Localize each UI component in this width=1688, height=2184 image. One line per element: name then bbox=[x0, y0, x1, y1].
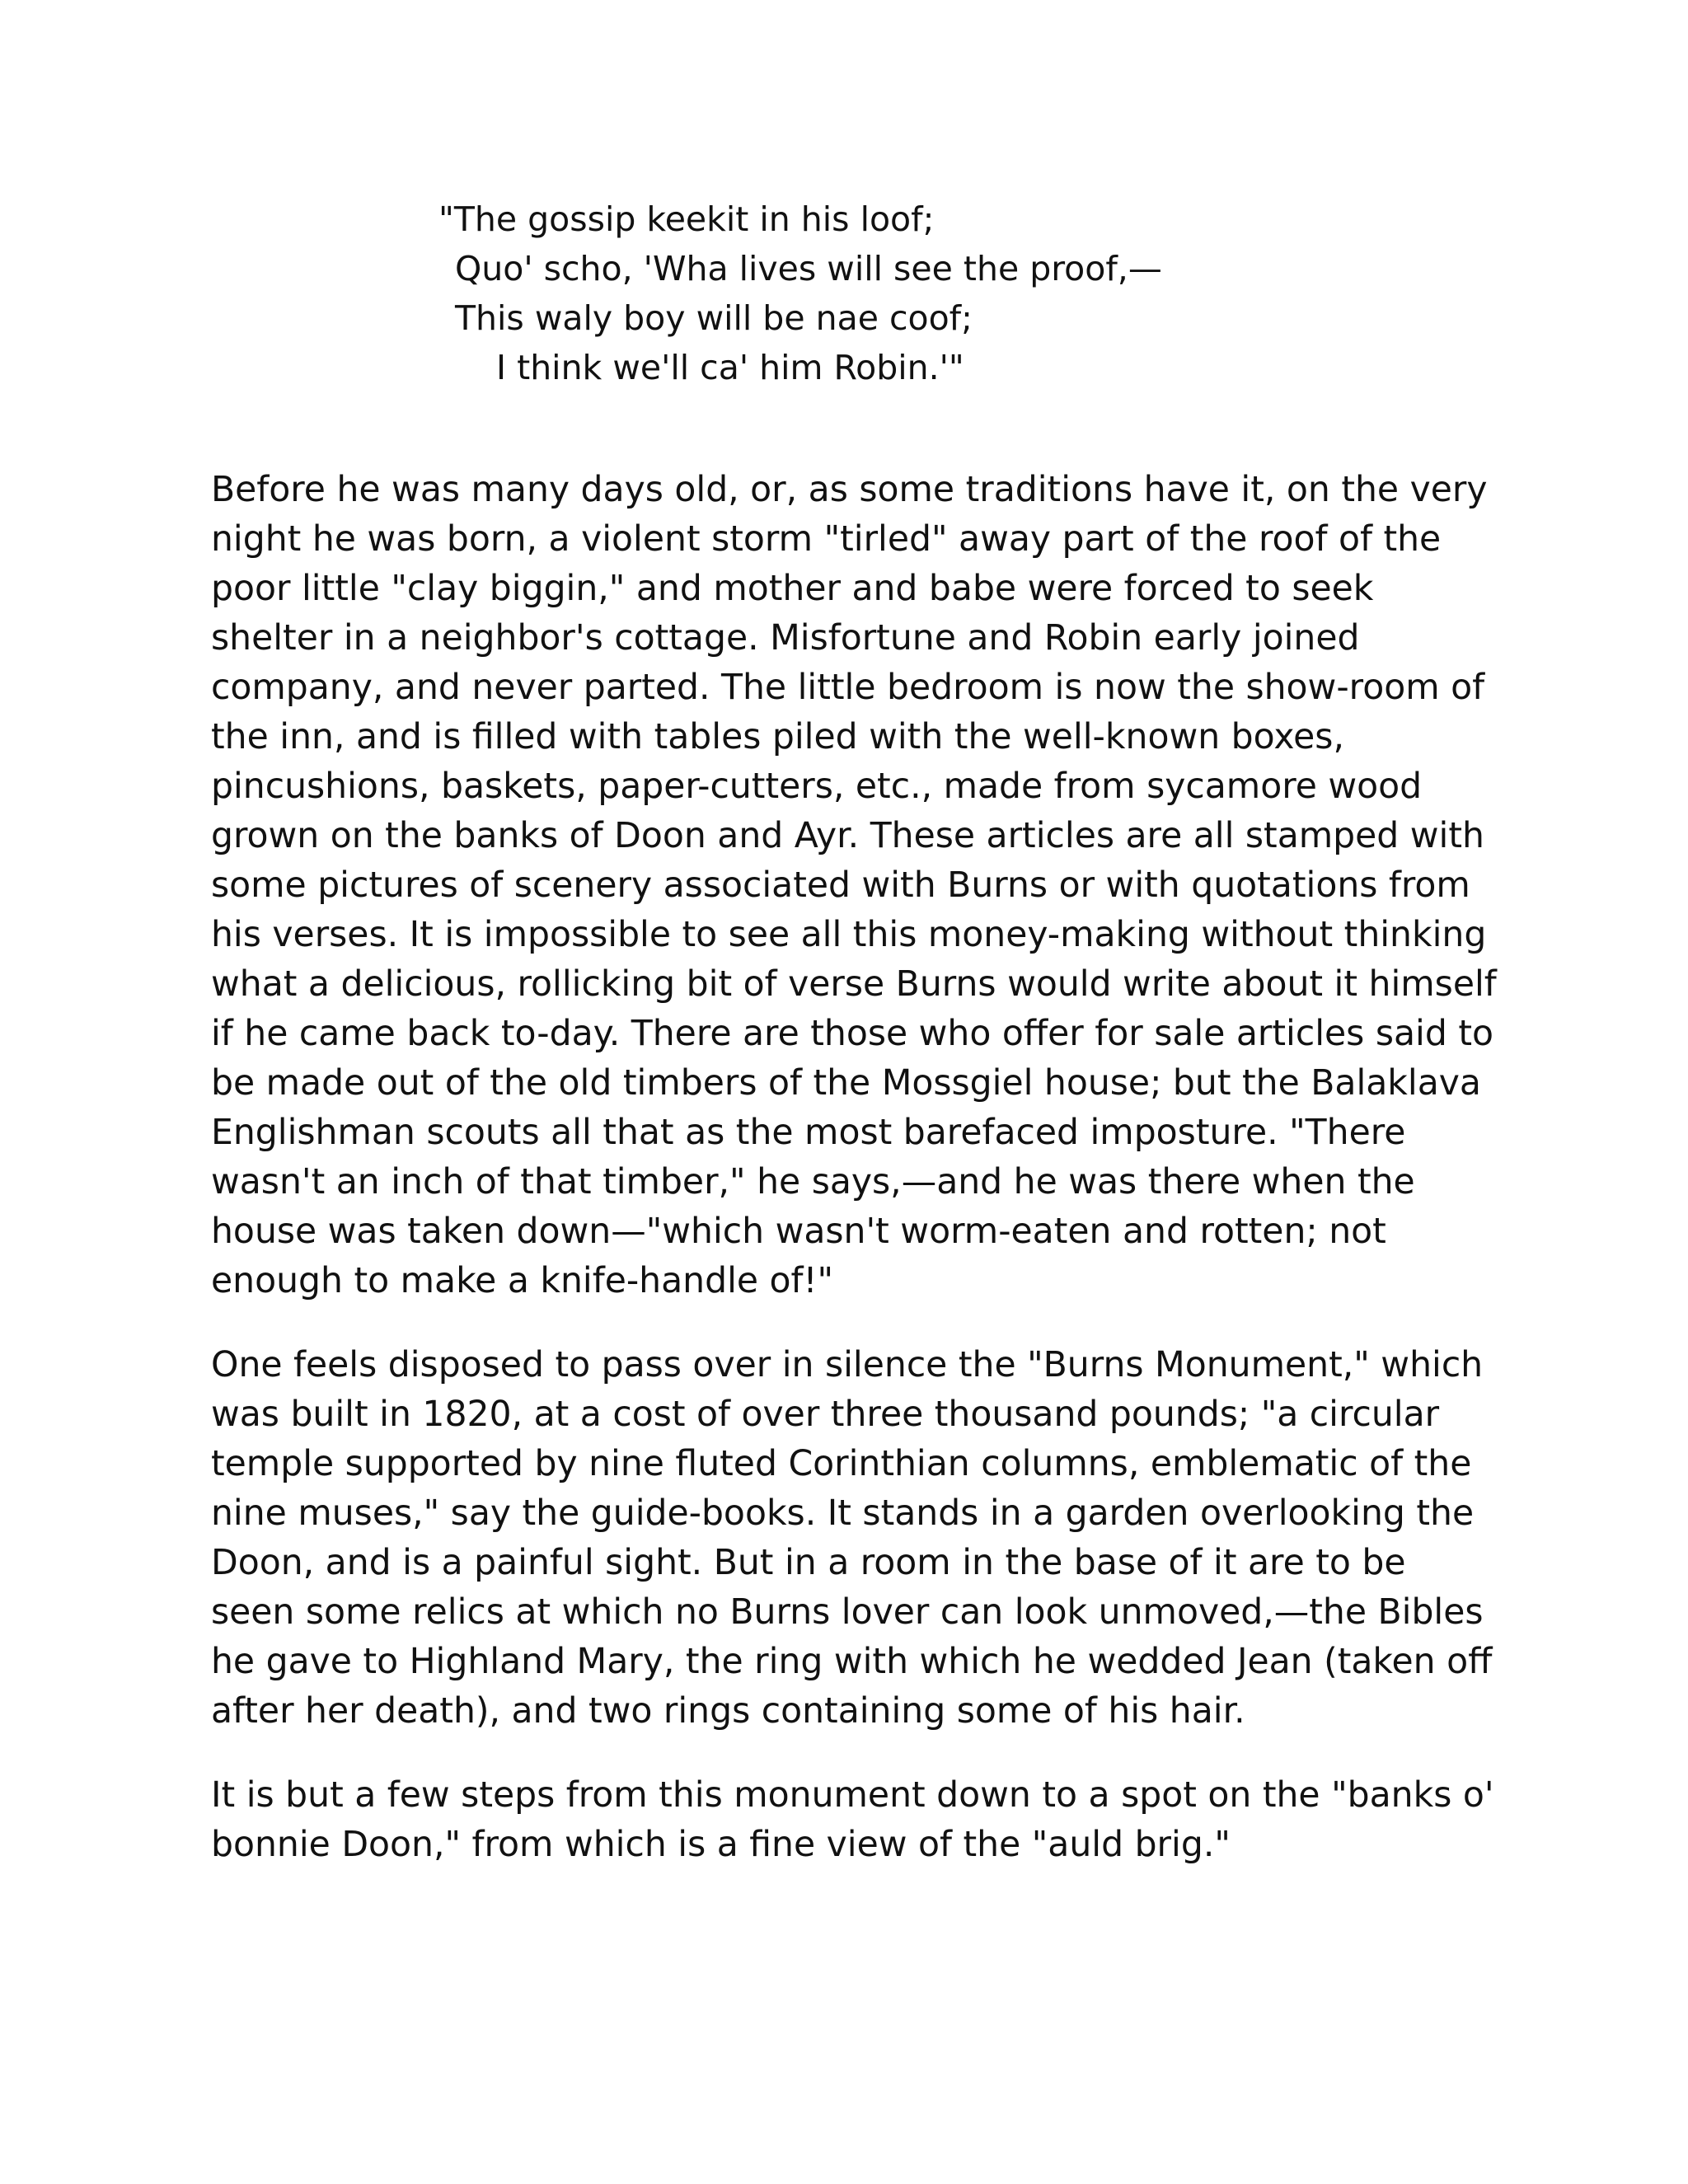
verse-block bbox=[438, 194, 1345, 392]
prose-body bbox=[211, 466, 1497, 1870]
paragraph-burns-monument: One feels disposed to pass over in silence the "Burns Monument," which was built in 1820, at a cost of over three thousand pounds; "a circular temple supported by nine fluted Corinthian columns, emblematic of the nine muses," say the guide-books. It stands in a garden overlooking the Doon, and is a painful sight. But in a room in the base of it are to be seen some relics at which no Burns lover can look unmoved,—the Bibles he gave to Highland Mary, the ring with which he wedded Jean (taken off after her death), and two rings containing some of his hair. bbox=[211, 1345, 1493, 1732]
verse-line: I think we'll ca' him Robin.'" bbox=[496, 348, 964, 387]
verse-line: "The gossip keekit in his loof; bbox=[438, 199, 935, 239]
paragraph-banks-of-doon: It is but a few steps from this monument down to a spot on the "banks o' bonnie Doon," from which is a fine view of the "auld brig." bbox=[211, 1775, 1494, 1865]
verse-line: This waly boy will be nae coof; bbox=[455, 298, 973, 338]
paragraph-birth-storm: Before he was many days old, or, as some traditions have it, on the very night he was born, a violent storm "tirled" away part of the roof of the poor little "clay biggin," and mother and babe were forced to seek shelter in a neighbor's cottage. Misfortune and Robin early joined company, and never parted. The little bedroom is now the show-room of the inn, and is filled with tables piled with the well-known boxes, pincushions, baskets, paper-cutters, etc., made from sycamore wood grown on the banks of Doon and Ayr. These articles are all stamped with some pictures of scenery associated with Burns or with quotations from his verses. It is impossible to see all this money-making without thinking what a delicious, rollicking bit of verse Burns would write about it himself if he came back to-day. There are those who offer for sale articles said to be made out of the old timbers of the Mossgiel house; but the Balaklava Englishman scouts all that as the most barefaced imposture. "There wasn't an inch of that timber," he says,—and he was there when the house was taken down—"which wasn't worm-eaten and rotten; not enough to make a knife-handle of!" bbox=[211, 470, 1497, 1301]
verse-line: Quo' scho, 'Wha lives will see the proof,— bbox=[455, 249, 1162, 288]
